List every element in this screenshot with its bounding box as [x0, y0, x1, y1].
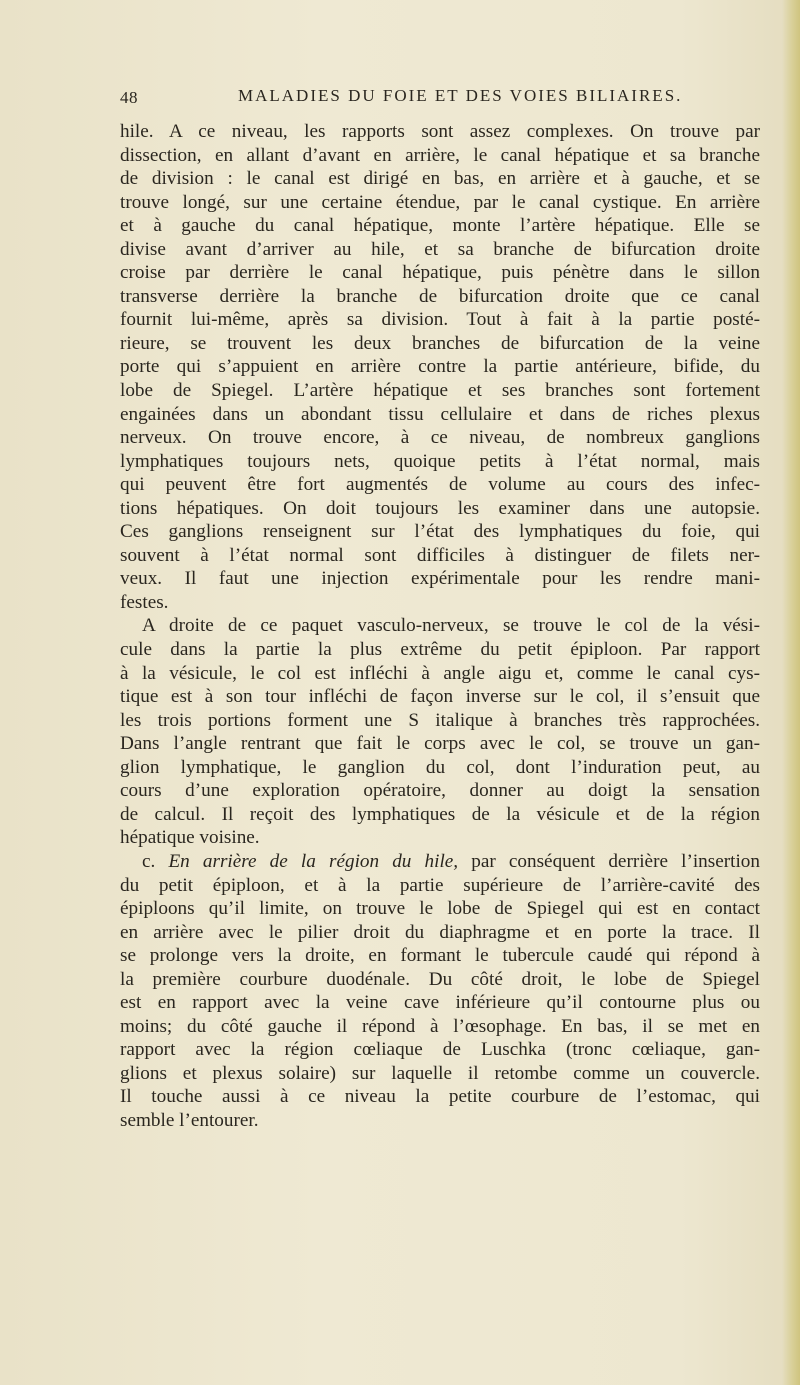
text-line: glion lymphatique, le ganglion du col, dont l’induration peut, au [120, 756, 760, 778]
text-line: rapport avec la région cœliaque de Luschka (tronc cœliaque, gan- [120, 1039, 760, 1061]
text-line: la première courbure duodénale. Du côté droit, le lobe de Spiegel [120, 968, 760, 990]
text-line: veux. Il faut une injection expérimentale pour les rendre mani- [120, 568, 760, 590]
text-line: lymphatiques toujours nets, quoique petits à l’état normal, mais [120, 450, 760, 472]
text-line: les trois portions forment une S italique à branches très rapprochées. [120, 709, 760, 731]
text-line: dissection, en allant d’avant en arrière, le canal hépatique et sa branche [120, 144, 760, 166]
section-c-prefix: c. [142, 850, 169, 872]
text-line: Ces ganglions renseignent sur l’état des lymphatiques du foie, qui [120, 521, 760, 543]
text-line: est en rapport avec la veine cave inférieure qu’il contourne plus ou [120, 992, 760, 1014]
text-line: tions hépatiques. On doit toujours les examiner dans une autopsie. [120, 497, 760, 519]
page-edge-shadow [782, 0, 800, 1385]
body-text [120, 120, 760, 1133]
text-line: qui peuvent être fort augmentés de volume au cours des infec- [120, 474, 760, 496]
text-line: semble l’entourer. [120, 1109, 259, 1131]
text-line: lobe de Spiegel. L’artère hépatique et ses branches sont fortement [120, 380, 760, 402]
section-c-line [120, 850, 760, 874]
section-c-heading: En arrière de la région du hile, [168, 850, 459, 872]
text-line: hile. A ce niveau, les rapports sont assez complexes. On trouve par [120, 121, 760, 142]
text-line: festes. [120, 591, 169, 613]
text-line: épiploons qu’il limite, on trouve le lobe de Spiegel qui est en contact [120, 898, 760, 920]
text-line: rieure, se trouvent les deux branches de bifurcation de la veine [120, 332, 760, 354]
text-line: tique est à son tour infléchi de façon inverse sur le col, il s’ensuit que [120, 686, 760, 708]
text-line: croise par derrière le canal hépatique, puis pénètre dans le sillon [120, 262, 760, 284]
text-line: à la vésicule, le col est infléchi à angle aigu et, comme le canal cys- [120, 662, 760, 684]
text-line: Dans l’angle rentrant que fait le corps avec le col, se trouve un gan- [120, 733, 760, 755]
text-line: de calcul. Il reçoit des lymphatiques de la vésicule et de la région [120, 803, 760, 825]
text-line: hépatique voisine. [120, 827, 260, 849]
page-header [120, 86, 760, 112]
text-line: trouve longé, sur une certaine étendue, par le canal cystique. En arrière [120, 191, 760, 213]
text-line: Il touche aussi à ce niveau la petite courbure de l’estomac, qui [120, 1086, 760, 1108]
text-line: se prolonge vers la droite, en formant le tubercule caudé qui répond à [120, 945, 760, 967]
text-line: et à gauche du canal hépatique, monte l’artère hépatique. Elle se [120, 215, 760, 237]
text-line: du petit épiploon, et à la partie supérieure de l’arrière-cavité des [120, 874, 760, 896]
text-line: cours d’une exploration opératoire, donner au doigt la sensation [120, 780, 760, 802]
text-line: glions et plexus solaire) sur laquelle il retombe comme un couvercle. [120, 1062, 760, 1084]
text-line: en arrière avec le pilier droit du diaphragme et en porte la trace. Il [120, 921, 760, 943]
text-fragment: par conséquent derrière l’insertion [471, 850, 760, 872]
text-line: transverse derrière la branche de bifurcation droite que ce canal [120, 285, 760, 307]
text-line: A droite de ce paquet vasculo-nerveux, se trouve le col de la vési- [142, 615, 760, 637]
text-line: engainées dans un abondant tissu cellulaire et dans de riches plexus [120, 403, 760, 425]
text-line: fournit lui-même, après sa division. Tout à fait à la partie posté- [120, 309, 760, 331]
text-line: moins; du côté gauche il répond à l’œsophage. En bas, il se met en [120, 1015, 760, 1037]
page-number: 48 [120, 88, 138, 107]
text-line: de division : le canal est dirigé en bas, en arrière et à gauche, et se [120, 168, 760, 190]
text-line: souvent à l’état normal sont difficiles à distinguer de filets ner- [120, 544, 760, 566]
text-line: divise avant d’arriver au hile, et sa branche de bifurcation droite [120, 238, 760, 260]
text-line: porte qui s’appuient en arrière contre la partie antérieure, bifide, du [120, 356, 760, 378]
running-head: MALADIES DU FOIE ET DES VOIES BILIAIRES. [238, 86, 683, 105]
text-line: nerveux. On trouve encore, à ce niveau, de nombreux ganglions [120, 427, 760, 449]
text-line: cule dans la partie la plus extrême du petit épiploon. Par rapport [120, 639, 760, 661]
